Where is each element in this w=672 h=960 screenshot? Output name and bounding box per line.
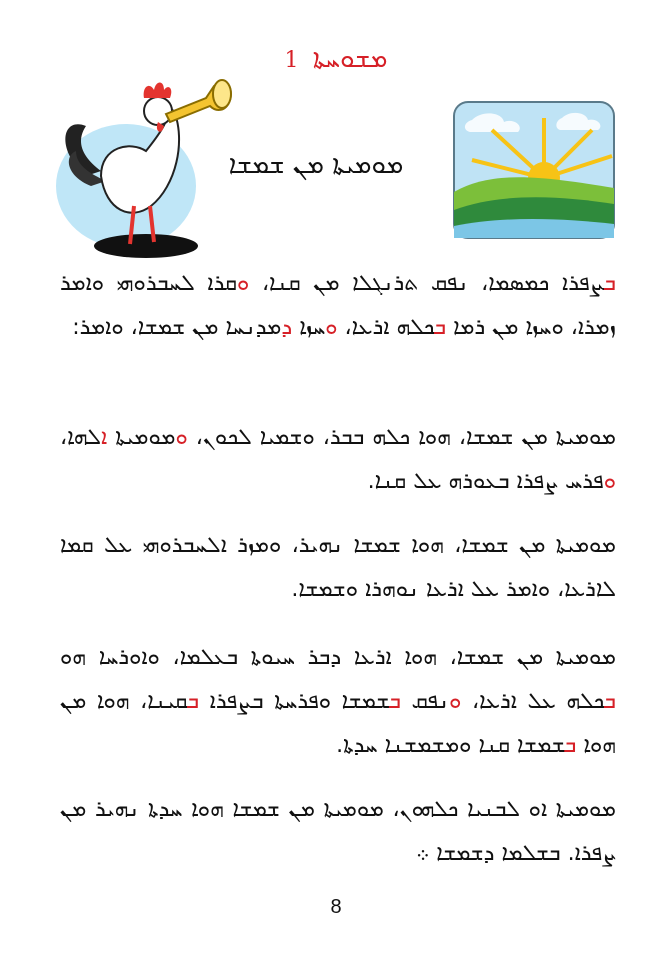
highlighted-letter: ܒ xyxy=(604,689,616,714)
lesson-number: 1 xyxy=(284,48,299,73)
highlighted-letter: ܕ xyxy=(281,315,293,340)
highlighted-letter: ܒ xyxy=(389,689,401,714)
highlighted-letter: ܐ xyxy=(101,425,108,450)
highlighted-letter: ܒ xyxy=(187,689,200,714)
text-run: ܟܠܗ ܥܠ ܐܪܥܐ، xyxy=(461,689,605,714)
text-run: ܢܦܩ xyxy=(400,689,450,714)
text-run: ܟܠܗ ܐܪܥܐ، xyxy=(337,315,435,340)
highlighted-letter: ܘ xyxy=(175,425,188,450)
text-run: ܠܗܐ، xyxy=(60,425,102,450)
text-run: ܡܘܡܝܬܐ xyxy=(107,425,176,450)
page-number: 8 xyxy=(330,896,342,918)
highlighted-letter: ܘ xyxy=(603,469,616,494)
text-run: ܫܡܫܐ ܘܦܪܚܬܐ ܒܨܦܪܐ xyxy=(199,689,390,714)
text-run: ܡܘܡܝܬܐ ܡܢ ܫܡܫܐ، ܗܘܐ ܫܡܫܐ ܢܗܝܪ، ܘܡܙܪ ܐܠܚܒܪܘܗܝ ܥܠ ܩܡܐ ܠܐܪܥܐ، ܘܐܡܪ ܥܠ ܐܪܥܐ ܢܘܗܪܐ ܘܫܡܫܐ. xyxy=(60,533,616,602)
section-heading: ܡܘܡܝܬܐ ܡܢ ܫܡܫܐ xyxy=(228,150,404,180)
highlighted-letter: ܒ xyxy=(434,315,447,340)
text-run: ܘܐܡܪ ܙܡܪܐ، ܘܚܙܐ ܡܢ ܪܡܐ xyxy=(60,271,616,340)
paragraph-2 xyxy=(60,416,616,504)
highlighted-letter: ܘ xyxy=(325,315,338,340)
text-run: ܩܪܐ ܠܚܒܪܘܗܝ xyxy=(104,271,238,296)
text-run: ܫܡܫܐ ܩܢܐ ܘܡܫܡܫܢܐ ܚܕܬܐ. xyxy=(336,733,565,758)
text-run: ܡܕܢܚܐ ܡܢ ܫܡܫܐ، ܘܐܡܪ: xyxy=(72,315,282,340)
highlighted-letter: ܘ xyxy=(237,271,250,296)
text-run: ܡܘܡܝܬܐ ܐܘ ܠܒܢܝܐ ܟܠܗܘܢ، ܡܘܡܝܬܐ ܡܢ ܫܡܫܐ ܗܘܐ ܚܕܬܐ ܢܗܝܪ ܡܢ ܨܦܪܐ. ܒܫܠܡܐ ܕܫܡܫܐ ܀ xyxy=(60,797,616,866)
sunrise-over-hills-icon xyxy=(452,100,616,240)
text-run: ܩܝܢܐ، ܗܘܐ ܡܢ ܗܘܐ xyxy=(60,689,616,758)
highlighted-letter: ܒ xyxy=(564,733,577,758)
lesson-label: ܡܫܘܚܬܐ xyxy=(312,44,388,74)
paragraph-1 xyxy=(60,262,616,350)
text-run: ܦܪܚ ܨܦܪܐ ܒܥܘܪܗ ܥܠ ܩܢܐ. xyxy=(367,469,604,494)
highlighted-letter: ܘ xyxy=(449,689,462,714)
paragraph-3 xyxy=(60,524,616,612)
paragraph-5 xyxy=(60,788,616,876)
text-run: ܡܘܡܝܬܐ ܡܢ ܫܡܫܐ، ܗܘܐ ܐܪܥܐ ܕܒܪ ܚܝܘܬܐ ܒܥܠܡܐ، ܘܐܘܪܚܐ ܗܘ xyxy=(60,645,616,670)
highlighted-letter: ܒ xyxy=(604,271,616,296)
text-run: ܨܦܪܐ ܟܡܣܡܐ، ܢܦܩ ܬܪܢܓܠܐ ܡܢ ܩܢܐ، xyxy=(249,271,605,296)
text-run: ܚܙܐ xyxy=(292,315,326,340)
text-run: ܡܘܡܝܬܐ ܡܢ ܫܡܫܐ، ܗܘܐ ܟܠܗ ܒܒܪ، ܘܫܡܝܐ ܠܟܘܢ، xyxy=(187,425,616,450)
paragraph-4 xyxy=(60,636,616,768)
